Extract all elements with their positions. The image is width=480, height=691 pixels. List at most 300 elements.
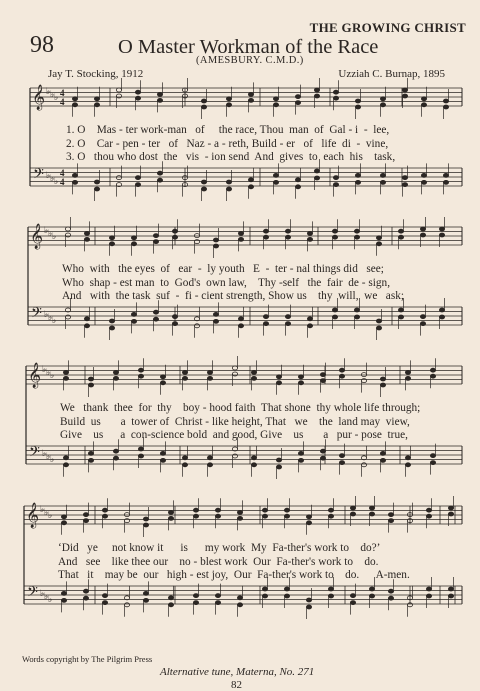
note-head xyxy=(226,103,231,107)
note-head xyxy=(83,589,88,593)
note-head xyxy=(226,180,231,184)
flat-sign: ♭ xyxy=(42,364,47,374)
note-head xyxy=(320,456,325,460)
note-head xyxy=(237,603,242,607)
note-head xyxy=(380,451,385,455)
hymn-number: 98 xyxy=(30,32,54,58)
note-head xyxy=(109,242,114,246)
note-head xyxy=(84,237,89,241)
flat-sign: ♭ xyxy=(44,225,49,235)
flat-sign: ♭ xyxy=(46,367,51,377)
note-head xyxy=(213,244,218,248)
note-head xyxy=(298,375,303,379)
note-head xyxy=(172,235,177,239)
note-head xyxy=(116,176,121,180)
note-head xyxy=(402,176,407,180)
note-head xyxy=(354,235,359,239)
note-head xyxy=(238,231,243,235)
note-head xyxy=(72,103,77,107)
note-head xyxy=(380,180,385,184)
note-head xyxy=(332,308,337,312)
time-signature: 4 xyxy=(60,97,65,107)
flat-sign: ♭ xyxy=(50,173,55,183)
note-head xyxy=(61,515,66,519)
note-head xyxy=(238,317,243,321)
note-head xyxy=(84,324,89,328)
note-head xyxy=(405,370,410,374)
note-head xyxy=(94,180,99,184)
note-head xyxy=(298,451,303,455)
note-head xyxy=(102,601,107,605)
treble-clef: 𝄞 xyxy=(26,503,40,528)
note-head xyxy=(193,514,198,518)
note-head xyxy=(426,514,431,518)
note-head xyxy=(307,231,312,235)
note-head xyxy=(295,95,300,99)
note-head xyxy=(135,96,140,100)
note-head xyxy=(430,454,435,458)
note-head xyxy=(398,235,403,239)
note-head xyxy=(421,180,426,184)
note-head xyxy=(61,591,66,595)
note-head xyxy=(72,180,77,184)
note-head xyxy=(443,180,448,184)
flat-sign: ♭ xyxy=(44,507,49,517)
note-head xyxy=(355,180,360,184)
note-head xyxy=(61,598,66,602)
flat-sign: ♭ xyxy=(52,231,57,241)
note-head xyxy=(355,105,360,109)
note-head xyxy=(402,88,407,92)
note-head xyxy=(380,458,385,462)
note-head xyxy=(402,94,407,98)
note-head xyxy=(328,514,333,518)
note-head xyxy=(380,103,385,107)
bass-clef: 𝄢 xyxy=(33,166,44,186)
note-head xyxy=(88,383,93,387)
note-head xyxy=(263,235,268,239)
note-head xyxy=(420,315,425,319)
note-head xyxy=(398,315,403,319)
note-head xyxy=(298,458,303,462)
note-head xyxy=(84,317,89,321)
note-head xyxy=(88,377,93,381)
flat-sign: ♭ xyxy=(50,89,55,99)
note-head xyxy=(276,381,281,385)
note-head xyxy=(295,178,300,182)
note-head xyxy=(248,178,253,182)
flat-sign: ♭ xyxy=(44,591,49,601)
treble-clef: 𝄞 xyxy=(32,85,46,110)
note-head xyxy=(193,594,198,598)
note-head xyxy=(213,238,218,242)
alternative-tune: Alternative tune, Materna, No. 271 xyxy=(160,666,315,678)
note-head xyxy=(355,173,360,177)
note-head xyxy=(402,183,407,187)
note-head xyxy=(72,173,77,177)
note-head xyxy=(160,451,165,455)
note-head xyxy=(262,587,267,591)
note-head xyxy=(248,98,253,102)
note-head xyxy=(339,368,344,372)
note-head xyxy=(201,180,206,184)
treble-clef: 𝄞 xyxy=(28,363,42,388)
flat-sign: ♭ xyxy=(50,370,55,380)
note-head xyxy=(285,322,290,326)
note-head xyxy=(131,312,136,316)
note-head xyxy=(138,447,143,451)
flat-sign: ♭ xyxy=(42,448,47,458)
note-head xyxy=(354,308,359,312)
note-head xyxy=(388,589,393,593)
note-head xyxy=(333,96,338,100)
lyric-s1-v1: 1. O Mas - ter work-man of the race, Thou man of Gal - i - lee, xyxy=(66,124,390,136)
note-head xyxy=(273,180,278,184)
note-head xyxy=(83,513,88,517)
note-head xyxy=(388,596,393,600)
note-head xyxy=(138,454,143,458)
note-head xyxy=(430,461,435,465)
lyric-s2-v3: And with the task suf - fi - cient strength, Show us thy will, we ask; xyxy=(62,290,405,302)
note-head xyxy=(168,516,173,520)
note-head xyxy=(262,508,267,512)
note-head xyxy=(172,322,177,326)
note-head xyxy=(124,603,129,607)
note-head xyxy=(276,375,281,379)
flat-sign: ♭ xyxy=(48,312,53,322)
note-head xyxy=(157,92,162,96)
note-head xyxy=(388,513,393,517)
note-head xyxy=(182,456,187,460)
lyric-s4-v2: And see like thee our no - blest work Our Fa-ther's work to do. xyxy=(58,556,379,568)
note-head xyxy=(276,458,281,462)
note-head xyxy=(350,594,355,598)
note-head xyxy=(448,594,453,598)
note-head xyxy=(306,605,311,609)
note-head xyxy=(143,591,148,595)
note-head xyxy=(182,370,187,374)
note-head xyxy=(153,240,158,244)
note-head xyxy=(157,171,162,175)
note-head xyxy=(83,596,88,600)
note-head xyxy=(376,236,381,240)
note-head xyxy=(83,519,88,523)
note-head xyxy=(380,377,385,381)
note-head xyxy=(332,235,337,239)
note-head xyxy=(376,326,381,330)
note-head xyxy=(251,463,256,467)
note-head xyxy=(63,376,68,380)
note-head xyxy=(443,99,448,103)
note-head xyxy=(273,103,278,107)
note-head xyxy=(160,458,165,462)
note-head xyxy=(61,521,66,525)
note-head xyxy=(109,319,114,323)
note-head xyxy=(339,454,344,458)
note-head xyxy=(380,383,385,387)
note-head xyxy=(63,370,68,374)
bass-clef: 𝄢 xyxy=(29,444,40,464)
note-head xyxy=(251,370,256,374)
note-head xyxy=(135,90,140,94)
note-head xyxy=(421,173,426,177)
note-head xyxy=(138,368,143,372)
note-head xyxy=(314,176,319,180)
note-head xyxy=(215,594,220,598)
note-head xyxy=(380,97,385,101)
note-head xyxy=(448,506,453,510)
note-head xyxy=(207,370,212,374)
lyric-s2-v1: Who with the eyes of ear - ly youth E - ter - nal things did see; xyxy=(62,263,384,275)
note-head xyxy=(251,456,256,460)
note-head xyxy=(430,374,435,378)
note-head xyxy=(332,315,337,319)
note-head xyxy=(109,326,114,330)
note-head xyxy=(182,376,187,380)
note-head xyxy=(157,98,162,102)
flat-sign: ♭ xyxy=(40,504,45,514)
note-head xyxy=(320,373,325,377)
note-head xyxy=(448,512,453,516)
note-head xyxy=(405,376,410,380)
note-head xyxy=(135,176,140,180)
note-head xyxy=(314,169,319,173)
note-head xyxy=(307,324,312,328)
lyric-s3-v2: Build us a tower of Christ - like height, That we the land may view, xyxy=(60,416,410,428)
note-head xyxy=(263,229,268,233)
page-number: 82 xyxy=(231,679,242,691)
note-head xyxy=(273,97,278,101)
flat-sign: ♭ xyxy=(54,176,59,186)
note-head xyxy=(72,97,77,101)
note-head xyxy=(350,506,355,510)
note-head xyxy=(285,229,290,233)
note-head xyxy=(380,173,385,177)
note-head xyxy=(333,90,338,94)
note-head xyxy=(328,508,333,512)
note-head xyxy=(94,187,99,191)
lyric-s4-v1: ‘Did ye not know it is my work My Fa-ther's work to do?’ xyxy=(58,542,381,554)
copyright-notice: Words copyright by The Pilgrim Press xyxy=(22,654,153,664)
note-head xyxy=(306,598,311,602)
note-head xyxy=(320,449,325,453)
note-head xyxy=(226,97,231,101)
note-head xyxy=(333,183,338,187)
note-head xyxy=(65,227,70,231)
note-head xyxy=(131,319,136,323)
note-head xyxy=(369,587,374,591)
note-head xyxy=(160,375,165,379)
note-head xyxy=(207,376,212,380)
note-head xyxy=(157,178,162,182)
bass-clef: 𝄢 xyxy=(27,584,38,604)
note-head xyxy=(328,594,333,598)
note-head xyxy=(238,324,243,328)
note-head xyxy=(439,308,444,312)
note-head xyxy=(405,456,410,460)
tune-name: (AMESBURY. C.M.D.) xyxy=(196,55,304,66)
note-head xyxy=(307,237,312,241)
note-head xyxy=(215,514,220,518)
note-head xyxy=(226,187,231,191)
note-head xyxy=(426,508,431,512)
note-head xyxy=(193,508,198,512)
lyric-s3-v3: Give us a con-science bold and good, Give us a pur - pose true, xyxy=(60,429,408,441)
note-head xyxy=(248,185,253,189)
flat-sign: ♭ xyxy=(52,315,57,325)
note-head xyxy=(168,603,173,607)
composer-credit: Uzziah C. Burnap, 1895 xyxy=(338,68,445,80)
note-head xyxy=(262,514,267,518)
note-head xyxy=(160,381,165,385)
note-head xyxy=(284,594,289,598)
note-head xyxy=(426,587,431,591)
note-head xyxy=(113,376,118,380)
note-head xyxy=(398,308,403,312)
time-signature: 4 xyxy=(60,88,65,98)
note-head xyxy=(207,463,212,467)
note-head xyxy=(172,315,177,319)
note-head xyxy=(153,234,158,238)
flat-sign: ♭ xyxy=(46,86,51,96)
note-head xyxy=(439,315,444,319)
note-head xyxy=(201,187,206,191)
flat-sign: ♭ xyxy=(46,451,51,461)
note-head xyxy=(421,97,426,101)
note-head xyxy=(263,315,268,319)
note-head xyxy=(143,523,148,527)
note-head xyxy=(262,594,267,598)
note-head xyxy=(232,366,237,370)
note-head xyxy=(182,463,187,467)
note-head xyxy=(248,92,253,96)
note-head xyxy=(237,596,242,600)
note-head xyxy=(207,456,212,460)
lyric-s2-v2: Who shap - est man to God's own law, Thy -self the fair de - sign, xyxy=(62,277,391,289)
note-head xyxy=(143,517,148,521)
note-head xyxy=(143,598,148,602)
note-head xyxy=(284,508,289,512)
note-head xyxy=(263,322,268,326)
lyric-s1-v2: 2. O Car - pen - ter of Naz - a - reth, Build - er of life di - vine, xyxy=(66,138,389,150)
note-head xyxy=(320,379,325,383)
lyric-s1-v3: 3. O thou who dost the vis - ion send And gives to each his task, xyxy=(66,151,396,163)
note-head xyxy=(333,176,338,180)
note-head xyxy=(201,99,206,103)
note-head xyxy=(153,310,158,314)
note-head xyxy=(102,508,107,512)
note-head xyxy=(102,514,107,518)
note-head xyxy=(376,319,381,323)
note-head xyxy=(168,510,173,514)
note-head xyxy=(361,463,366,467)
note-head xyxy=(215,601,220,605)
note-head xyxy=(84,231,89,235)
note-head xyxy=(251,376,256,380)
note-head xyxy=(420,233,425,237)
lyric-s3-v1: We thank thee for thy boy - hood faith That shone thy whole life through; xyxy=(60,402,421,414)
flat-sign: ♭ xyxy=(48,510,53,520)
note-head xyxy=(113,370,118,374)
note-head xyxy=(168,596,173,600)
note-head xyxy=(194,324,199,328)
bass-clef: 𝄢 xyxy=(31,305,42,325)
time-signature: 4 xyxy=(60,177,65,187)
note-head xyxy=(443,173,448,177)
note-head xyxy=(88,451,93,455)
flat-sign: ♭ xyxy=(48,594,53,604)
section-title: THE GROWING CHRIST xyxy=(309,20,466,35)
note-head xyxy=(398,229,403,233)
note-head xyxy=(153,317,158,321)
note-head xyxy=(439,227,444,231)
note-head xyxy=(306,521,311,525)
note-head xyxy=(193,601,198,605)
note-head xyxy=(354,229,359,233)
note-head xyxy=(94,103,99,107)
note-head xyxy=(201,105,206,109)
note-head xyxy=(420,227,425,231)
note-head xyxy=(298,381,303,385)
note-head xyxy=(306,515,311,519)
note-head xyxy=(94,97,99,101)
note-head xyxy=(314,94,319,98)
flat-sign: ♭ xyxy=(50,454,55,464)
note-head xyxy=(339,461,344,465)
note-head xyxy=(443,105,448,109)
lyric-s4-v3: That it may be our high - est joy, Our Fa-ther's work to do. A-men. xyxy=(58,569,410,581)
note-head xyxy=(237,510,242,514)
hymn-title: O Master Workman of the Race xyxy=(118,36,379,58)
note-head xyxy=(116,88,121,92)
note-head xyxy=(213,319,218,323)
note-head xyxy=(284,514,289,518)
note-head xyxy=(113,449,118,453)
note-head xyxy=(131,236,136,240)
flat-sign: ♭ xyxy=(48,228,53,238)
note-head xyxy=(138,374,143,378)
note-head xyxy=(339,374,344,378)
note-head xyxy=(295,185,300,189)
note-head xyxy=(102,594,107,598)
note-head xyxy=(354,315,359,319)
note-head xyxy=(421,103,426,107)
note-head xyxy=(439,233,444,237)
treble-clef: 𝄞 xyxy=(30,224,44,249)
note-head xyxy=(376,242,381,246)
time-signature: 4 xyxy=(60,168,65,178)
note-head xyxy=(172,229,177,233)
note-head xyxy=(63,463,68,467)
note-head xyxy=(237,516,242,520)
note-head xyxy=(405,463,410,467)
note-head xyxy=(284,587,289,591)
note-head xyxy=(273,173,278,177)
note-head xyxy=(369,594,374,598)
note-head xyxy=(213,312,218,316)
note-head xyxy=(350,512,355,516)
note-head xyxy=(332,229,337,233)
note-head xyxy=(215,508,220,512)
note-head xyxy=(420,322,425,326)
note-head xyxy=(328,587,333,591)
note-head xyxy=(285,315,290,319)
note-head xyxy=(448,587,453,591)
note-head xyxy=(63,456,68,460)
note-head xyxy=(430,368,435,372)
flat-sign: ♭ xyxy=(44,309,49,319)
note-head xyxy=(88,458,93,462)
